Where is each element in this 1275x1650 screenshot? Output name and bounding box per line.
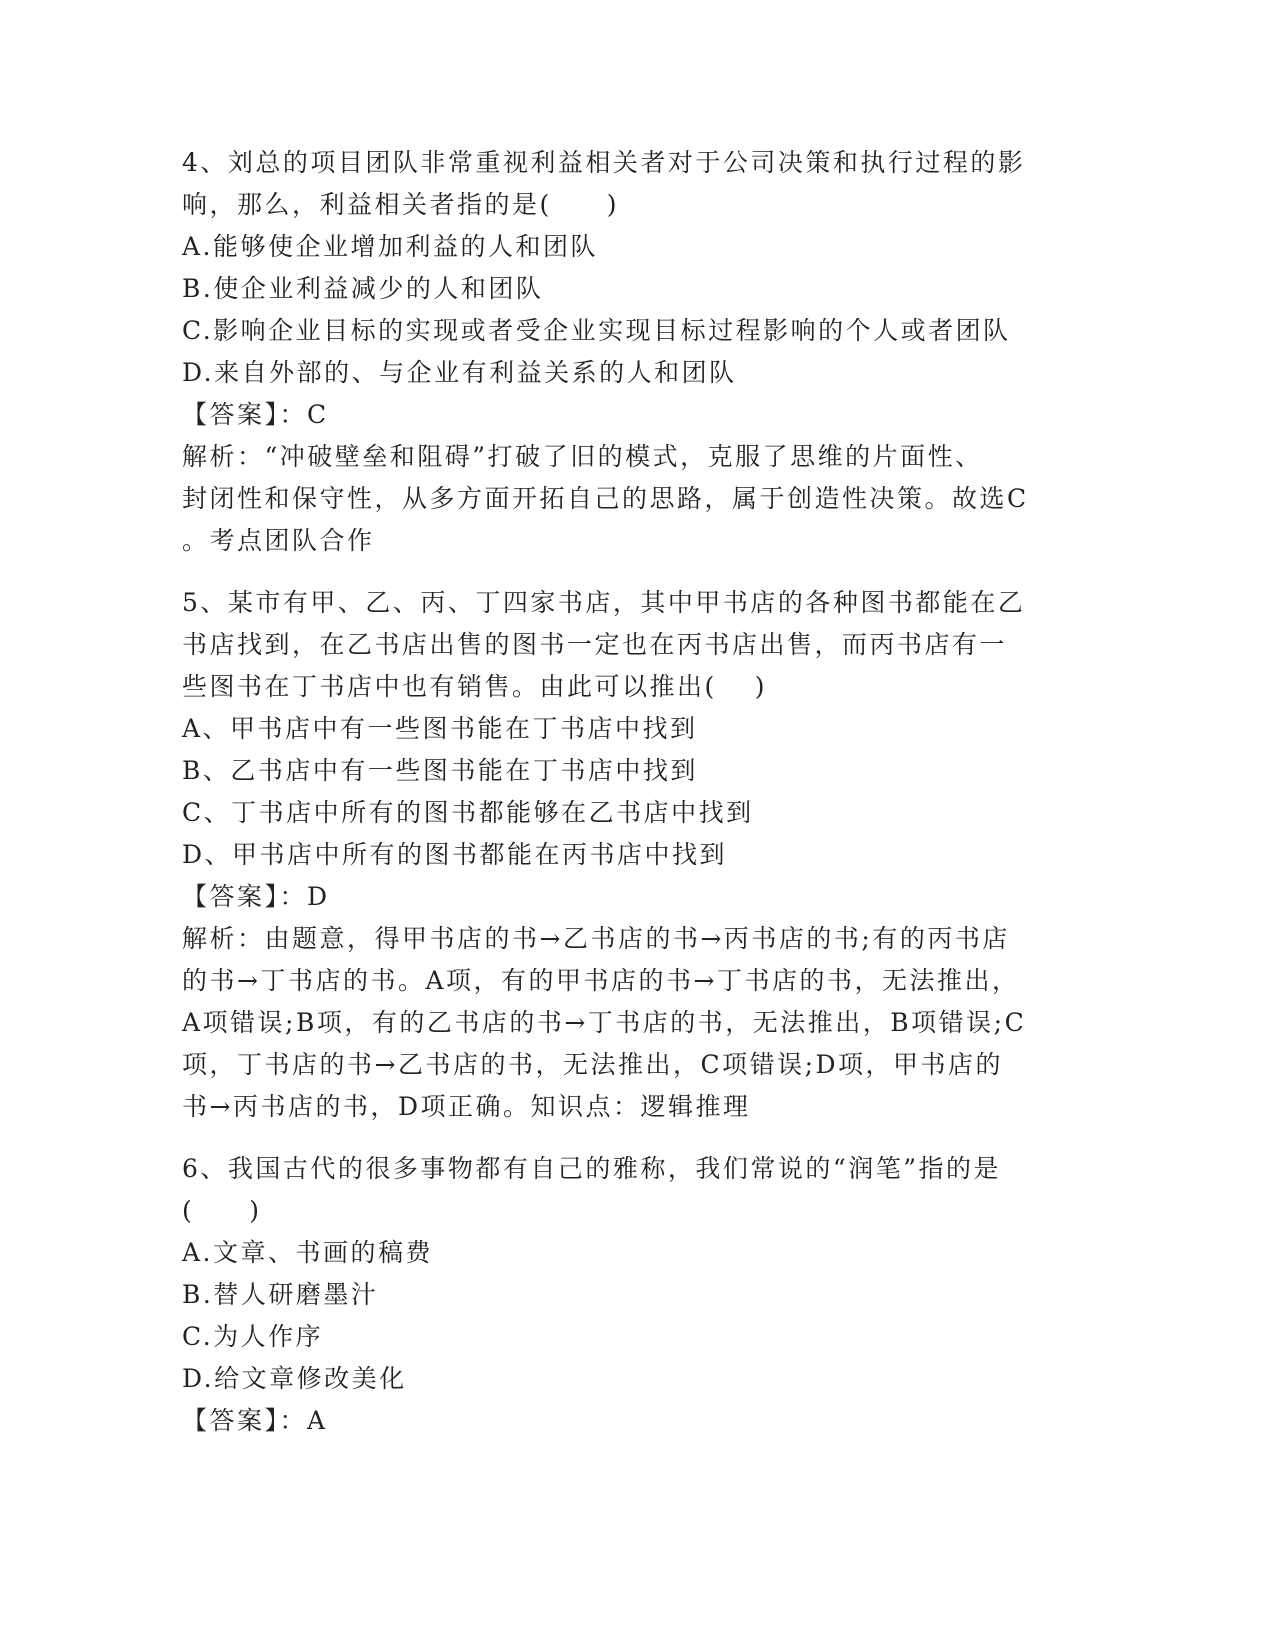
option-c: C.影响企业目标的实现或者受企业实现目标过程影响的个人或者团队 bbox=[182, 316, 1011, 345]
analysis-line: 解析：“冲破壁垒和阻碍”打破了旧的模式，克服了思维的片面性、 bbox=[182, 442, 983, 471]
document-page bbox=[182, 142, 1042, 1442]
option-d: D、甲书店中所有的图书都能在丙书店中找到 bbox=[182, 840, 728, 869]
option-b: B.使企业利益减少的人和团队 bbox=[182, 274, 544, 303]
option-c: C、丁书店中所有的图书都能够在乙书店中找到 bbox=[182, 798, 754, 827]
option-a: A.能够使企业增加利益的人和团队 bbox=[182, 232, 599, 261]
option-c: C.为人作序 bbox=[182, 1322, 324, 1351]
analysis-line: 。考点团队合作 bbox=[182, 526, 375, 555]
answer: 【答案】：A bbox=[182, 1406, 328, 1435]
question-stem-line: 响，那么，利益相关者指的是( ) bbox=[182, 190, 620, 219]
analysis-line: A项错误;B项，有的乙书店的书→丁书店的书，无法推出，B项错误;C bbox=[182, 1008, 1027, 1037]
spacer bbox=[182, 562, 1042, 582]
option-a: A、甲书店中有一些图书能在丁书店中找到 bbox=[182, 714, 698, 743]
question-6 bbox=[182, 1148, 1042, 1442]
answer: 【答案】：C bbox=[182, 400, 329, 429]
analysis-line: 书→丙书店的书，D项正确。知识点：逻辑推理 bbox=[182, 1092, 751, 1121]
analysis-line: 项，丁书店的书→乙书店的书，无法推出，C项错误;D项，甲书店的 bbox=[182, 1050, 1004, 1079]
question-stem-line: ( ) bbox=[182, 1196, 262, 1225]
question-stem-line: 些图书在丁书店中也有销售。由此可以推出( ) bbox=[182, 672, 767, 701]
analysis-line: 封闭性和保守性，从多方面开拓自己的思路，属于创造性决策。故选C bbox=[182, 484, 1029, 513]
option-b: B、乙书店中有一些图书能在丁书店中找到 bbox=[182, 756, 698, 785]
question-stem-line: 书店找到，在乙书店出售的图书一定也在丙书店出售，而丙书店有一 bbox=[182, 630, 1008, 659]
answer: 【答案】：D bbox=[182, 882, 330, 911]
option-a: A.文章、书画的稿费 bbox=[182, 1238, 434, 1267]
spacer bbox=[182, 1128, 1042, 1148]
question-stem-line: 6、我国古代的很多事物都有自己的雅称，我们常说的“润笔”指的是 bbox=[182, 1154, 1001, 1183]
question-5 bbox=[182, 582, 1042, 1128]
analysis-line: 解析：由题意，得甲书店的书→乙书店的书→丙书店的书;有的丙书店 bbox=[182, 924, 1010, 953]
question-4 bbox=[182, 142, 1042, 562]
question-stem-line: 4、刘总的项目团队非常重视利益相关者对于公司决策和执行过程的影 bbox=[182, 148, 1026, 177]
analysis-line: 的书→丁书店的书。A项，有的甲书店的书→丁书店的书，无法推出， bbox=[182, 966, 1020, 995]
option-d: D.给文章修改美化 bbox=[182, 1364, 407, 1393]
option-b: B.替人研磨墨汁 bbox=[182, 1280, 379, 1309]
question-stem-line: 5、某市有甲、乙、丙、丁四家书店，其中甲书店的各种图书都能在乙 bbox=[182, 588, 1026, 617]
option-d: D.来自外部的、与企业有利益关系的人和团队 bbox=[182, 358, 737, 387]
